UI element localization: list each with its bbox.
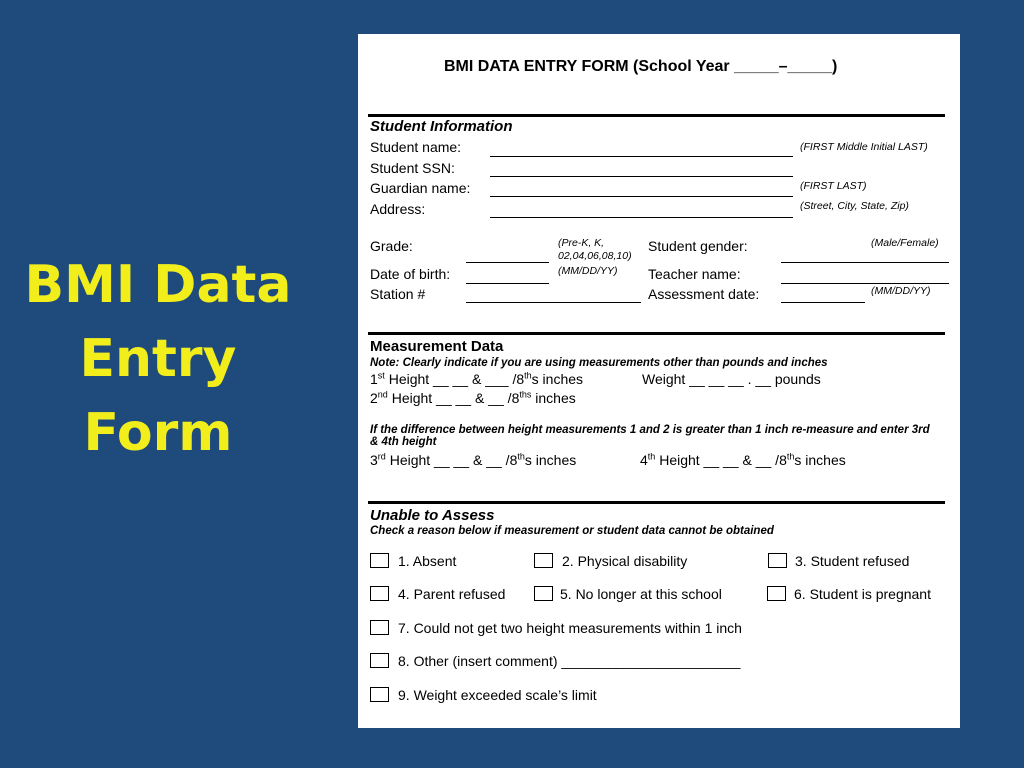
checkbox-no-longer-at-school[interactable] [534,586,553,601]
divider [368,501,945,504]
option-absent-label: 1. Absent [398,553,457,569]
grade-label: Grade: [370,238,413,254]
gender-hint: (Male/Female) [871,237,939,249]
option-weight-exceeded-label: 9. Weight exceeded scale’s limit [398,687,597,703]
option-physical-disability-label: 2. Physical disability [562,553,688,569]
slide-title [0,248,316,470]
address-field[interactable] [490,217,793,218]
teacher-label: Teacher name: [648,266,741,282]
student-name-field[interactable] [490,156,793,157]
guardian-name-field[interactable] [490,196,793,197]
option-student-pregnant-label: 6. Student is pregnant [794,586,931,602]
dob-hint: (MM/DD/YY) [558,265,618,277]
student-ssn-field[interactable] [490,176,793,177]
checkbox-student-pregnant[interactable] [767,586,786,601]
assessment-date-field[interactable] [781,302,865,303]
height-3-row: 3rd Height __ __ & __ /8ths inches [370,451,577,468]
student-ssn-label: Student SSN: [370,160,455,176]
station-label: Station # [370,286,426,302]
bmi-form-document [358,34,960,728]
height-1-row: 1st Height __ __ & ___ /8ths inches [370,370,584,387]
weight-row: Weight __ __ __ . __ pounds [642,371,821,387]
option-student-refused-label: 3. Student refused [795,553,910,569]
option-parent-refused-label: 4. Parent refused [398,586,506,602]
dob-label: Date of birth: [370,266,451,282]
address-label: Address: [370,201,426,217]
grade-field[interactable] [466,262,549,263]
guardian-name-label: Guardian name: [370,180,471,196]
unable-heading: Unable to Assess [370,507,495,524]
student-name-label: Student name: [370,139,462,155]
station-field[interactable] [466,302,641,303]
unable-note: Check a reason below if measurement or student data cannot be obtained [370,525,774,537]
address-hint: (Street, City, State, Zip) [800,200,909,212]
height-2-row: 2nd Height __ __ & __ $/8^{ths}$ inches [370,389,576,406]
checkbox-student-refused[interactable] [768,553,787,568]
measurement-heading: Measurement Data [370,338,504,355]
option-other-label: 8. Other (insert comment) _______________________ [398,653,741,669]
gender-field[interactable] [781,262,949,263]
teacher-field[interactable] [781,283,949,284]
checkbox-absent[interactable] [370,553,389,568]
option-height-within-inch-label: 7. Could not get two height measurements within 1 inch [398,620,742,636]
divider [368,114,945,117]
measurement-note: Note: Clearly indicate if you are using measurements other than pounds and inches [370,357,828,369]
assessment-date-hint: (MM/DD/YY) [871,285,931,297]
guardian-name-hint: (FIRST LAST) [800,180,867,192]
checkbox-parent-refused[interactable] [370,586,389,601]
checkbox-other[interactable] [370,653,389,668]
form-title: BMI DATA ENTRY FORM (School Year _____–_____) [444,58,838,75]
slide-title-line1: BMI Data [24,255,292,315]
student-name-hint: (FIRST Middle Initial LAST) [800,141,928,153]
assessment-date-label: Assessment date: [648,286,760,302]
divider [368,332,945,335]
dob-field[interactable] [466,283,549,284]
slide-title-line2: Entry Form [79,329,237,463]
checkbox-physical-disability[interactable] [534,553,553,568]
grade-hint: (Pre-K, K, 02,04,06,08,10) [558,237,632,262]
student-info-heading: Student Information [370,118,513,135]
height-diff-note: If the difference between height measurements 1 and 2 is greater than 1 inch re-measure and enter 3rd & 4th height [370,424,930,448]
checkbox-weight-exceeded[interactable] [370,687,389,702]
checkbox-height-within-inch[interactable] [370,620,389,635]
gender-label: Student gender: [648,238,748,254]
height-4-row: 4th Height __ __ & __ /8ths inches [640,451,846,468]
option-no-longer-at-school-label: 5. No longer at this school [560,586,722,602]
